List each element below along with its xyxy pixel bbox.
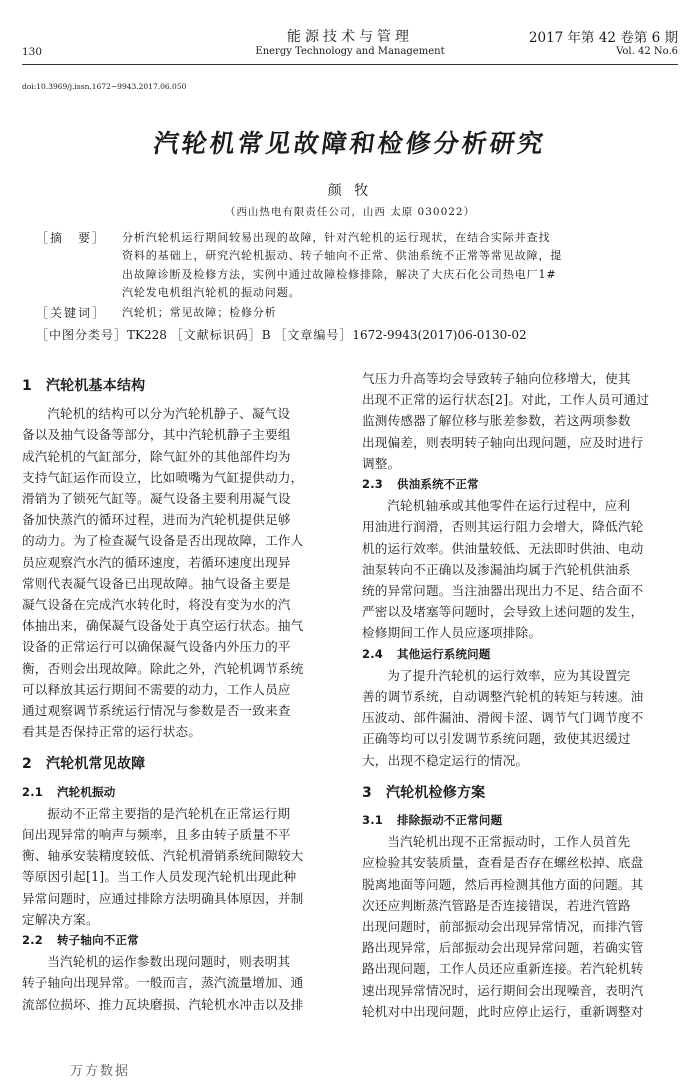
subsection-number: 2.4: [362, 646, 383, 661]
text-line: 备加快蒸汽的循环过程，进而为汽轮机提供足够: [22, 512, 291, 528]
keywords-label: ［关键词］: [36, 306, 107, 320]
text-line: 异常问题时，应通过排除方法明确具体原因，并制: [22, 890, 304, 906]
section-heading-3: [362, 783, 680, 804]
text-line: 当汽轮机的运作参数出现问题时，则表明其: [47, 954, 291, 970]
text-line: 体抽出来，确保凝气设备处于真空运行状态。抽气: [22, 618, 304, 634]
article-no-value: 1672-9943(2017)06-0130-02: [352, 328, 527, 342]
section-heading-2: [22, 754, 340, 775]
text-line: 轮机对中出现问题，此时应停止运行，重新调整对: [362, 1003, 644, 1019]
section-2-3-body: [362, 495, 680, 643]
section-2-2-body: [22, 951, 340, 1015]
text-line: 路出现问题，工作人员还应重新连接。若汽轮机转: [362, 961, 644, 977]
text-line: 设备的正常运行可以确保凝气设备内外压力的平: [22, 639, 291, 655]
text-line: 衡，否则会出现故障。除此之外，汽轮机调节系统: [22, 660, 304, 676]
section-title: 汽轮机基本结构: [45, 378, 146, 394]
text-line: 严密以及堵塞等问题时，会导致上述问题的发生，: [362, 604, 644, 620]
page-number: 130: [22, 46, 43, 58]
subsection-heading-2-1: [22, 782, 340, 803]
text-line: 气压力升高等均会导致转子轴向位移增大，使其: [362, 371, 631, 386]
subsection-heading-2-3: [362, 474, 680, 495]
text-line: 机的运行效率。供油量较低、无法即时供油、电动: [362, 540, 644, 556]
section-title: 汽轮机常见故障: [45, 756, 146, 773]
text-line: 振动不正常主要指的是汽轮机在正常运行期: [47, 805, 291, 821]
doc-code-value: B: [261, 328, 271, 342]
section-2-2-continued: [362, 368, 680, 474]
section-2-1-body: [22, 803, 340, 930]
text-line: 统的异常问题。当注油器出现出力不足、结合面不: [362, 583, 644, 599]
section-heading-1: [22, 376, 340, 397]
abstract-line: 资料的基础上，研究汽轮机振动、转子轴向不正常、供油系统不正常等常见故障，提: [122, 249, 563, 263]
text-line: 流部位损坏、推力瓦块磨损、汽轮机水冲击以及排: [22, 996, 304, 1012]
section-1-body: [22, 403, 340, 742]
author-name: 颜 牧: [327, 183, 373, 199]
issue-info-cn: 2017 年第 42 卷第 6 期: [528, 30, 678, 46]
text-line: 转子轴向出现异常。一般而言，蒸汽流量增加、通: [22, 975, 304, 991]
text-line: 汽轮机的结构可以分为汽轮机静子、凝气设: [47, 406, 291, 422]
text-line: 看其是否保持正常的运行状态。: [22, 724, 202, 740]
abstract-line: 分析汽轮机运行期间较易出现的故障，针对汽轮机的运行现状，在结合实际并查找: [122, 231, 551, 244]
text-line: 调整。: [362, 455, 401, 471]
text-line: 通过观察调节系统运行情况与参数是否一致来查: [22, 703, 291, 719]
article-title: 汽轮机常见故障和检修分析研究: [151, 129, 548, 158]
subsection-title: 供油系统不正常: [396, 477, 479, 492]
text-line: 等原因引起[1]。当工作人员发现汽轮机出现此种: [22, 869, 297, 885]
header-divider: [22, 64, 678, 65]
text-line: 汽轮机轴承或其他零件在运行过程中，应利: [387, 498, 631, 514]
text-line: 大，出现不稳定运行的情况。: [362, 752, 529, 768]
text-line: 用油进行润滑，否则其运行阻力会增大，降低汽轮: [362, 519, 644, 535]
subsection-title: 排除振动不正常问题: [396, 813, 503, 828]
keywords: 汽轮机；常见故障；检修分析: [122, 306, 277, 319]
text-line: 出现偏差，则表明转子轴向出现问题，应及时进行: [362, 434, 644, 450]
subsection-title: 转子轴向不正常: [56, 933, 139, 948]
text-line: 凝气设备在完成汽水转化时，将没有变为水的汽: [22, 597, 291, 613]
section-number: 2: [22, 756, 32, 773]
subsection-heading-3-1: [362, 810, 680, 831]
subsection-title: 汽轮机振动: [56, 784, 116, 799]
text-line: 正确等均可以引发调节系统问题，致使其迟缓过: [362, 731, 631, 747]
text-line: 检修期间工作人员应逐项排除。: [362, 625, 542, 641]
text-line: 支持气缸运作而设立，比如喷嘴为气缸提供动力，: [22, 469, 304, 485]
doi[interactable]: doi:10.3969/j.issn.1672−9943.2017.06.050: [22, 82, 187, 91]
abstract: [122, 229, 662, 302]
watermark: 万方数据: [70, 1064, 131, 1079]
journal-title-en: Energy Technology and Management: [255, 46, 445, 57]
text-line: 成汽轮机的气缸部分，除气缸外的其他部件均为: [22, 448, 291, 464]
subsection-number: 2.3: [362, 477, 383, 492]
text-line: 衡、轴承安装精度较低、汽轮机滑销系统间隙较大: [22, 848, 304, 864]
text-line: 油泵转向不正确以及渗漏油均属于汽轮机供油系: [362, 561, 631, 577]
section-number: 1: [22, 378, 32, 394]
section-number: 3: [362, 784, 372, 801]
text-line: 可以释放其运行期间不需要的动力，工作人员应: [22, 681, 291, 697]
right-column: [362, 368, 680, 1022]
subsection-title: 其他运行系统问题: [396, 646, 491, 661]
subsection-number: 2.1: [22, 784, 43, 799]
section-title: 汽轮机检修方案: [385, 784, 486, 801]
text-line: 路出现异常，后部振动会出现异常问题，若确实管: [362, 940, 644, 956]
text-line: 常则代表凝气设备已出现故障。抽气设备主要是: [22, 575, 291, 591]
text-line: 监测传感器了解位移与胀差参数，若这两项参数: [362, 413, 631, 429]
text-line: 滑销为了锁死气缸等。凝气设备主要利用凝气设: [22, 491, 291, 507]
text-line: 为了提升汽轮机的运行效率，应为其设置完: [387, 667, 631, 683]
left-column: [22, 376, 340, 1015]
issue-info-en: Vol. 42 No.6: [616, 46, 678, 57]
doc-code-label: ［文献标识码］: [170, 328, 262, 342]
subsection-heading-2-4: [362, 644, 680, 665]
section-3-1-body: [362, 831, 680, 1022]
abstract-line: 出故障诊断及检修方法，实例中通过故障检修排除，解决了大庆石化公司热电厂1#: [122, 267, 557, 281]
subsection-heading-2-2: [22, 930, 340, 951]
text-line: 员应观察汽水汽的循环速度，若循环速度出现异: [22, 554, 291, 570]
abstract-line: 汽轮发电机组汽轮机的振动问题。: [122, 285, 301, 299]
text-line: 压波动、部件漏油、滑阀卡涩、调节气门调节度不: [362, 710, 644, 726]
text-line: 当汽轮机出现不正常振动时，工作人员首先: [387, 834, 631, 850]
section-2-4-body: [362, 665, 680, 771]
text-line: 应检验其安装质量，查看是否存在螺丝松掉、底盘: [362, 855, 644, 871]
text-line: 出现问题时，前部振动会出现异常情况，而排汽管: [362, 919, 644, 935]
abstract-label: ［摘 要］: [36, 231, 107, 245]
journal-title-cn: 能源技术与管理: [287, 29, 413, 45]
clc-value: TK228: [127, 328, 167, 342]
text-line: 出现不正常的运行状态[2]。对此，工作人员可通过: [362, 392, 650, 408]
clc-label: ［中图分类号］: [36, 328, 128, 342]
text-line: 善的调节系统，自动调整汽轮机的转矩与转速。油: [362, 689, 644, 705]
text-line: 间出现异常的响声与频率，且多由转子质量不平: [22, 827, 291, 843]
text-line: 备以及抽气设备等部分，其中汽轮机静子主要组: [22, 427, 291, 443]
classification-line: [36, 326, 527, 343]
subsection-number: 2.2: [22, 933, 43, 948]
article-no-label: ［文章编号］: [274, 328, 353, 342]
text-line: 定解决方案。: [22, 911, 99, 927]
text-line: 速出现异常情况时，运行期间会出现噪音，表明汽: [362, 982, 644, 998]
affiliation: （西山热电有限责任公司，山西 太原 030022）: [224, 206, 476, 218]
text-line: 次还应判断蒸汽管路是否连接错误，若进汽管路: [362, 897, 631, 913]
subsection-number: 3.1: [362, 813, 383, 828]
text-line: 脱离地面等问题，然后再检测其他方面的问题。其: [362, 876, 644, 892]
text-line: 的动力。为了检查凝气设备是否出现故障，工作人: [22, 533, 304, 549]
